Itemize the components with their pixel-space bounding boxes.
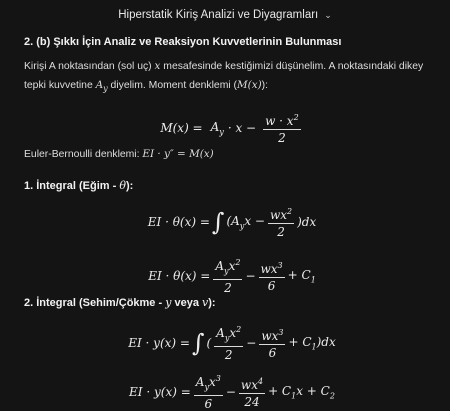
conversation-title: Hiperstatik Kiriş Analizi ve Diyagramları [118, 9, 319, 21]
conversation-title-dropdown[interactable] [0, 0, 450, 30]
euler-line: Euler-Bernoulli denklemi: EI · y″ = M(x) [24, 148, 214, 160]
intro-text-3: diyelim. Moment denklemi ( [107, 80, 238, 91]
intro-paragraph [24, 57, 440, 98]
deflection-result-equation: EI · y(x) = $\frac{A_yx^3}{6}$ − $\frac{wx^4}{24}$ + $C_1x + C_2$ [129, 374, 335, 411]
intro-text-2: mesafesinde kestiğimizi düşünelim. A noktasındaki dikey tepki kuvvetine [24, 61, 424, 91]
section-heading: 2. (b) Şıkkı İçin Analiz ve Reaksiyon Kuvvetlerinin Bulunması [24, 36, 342, 48]
slope-integral-equation: EI · θ(x) = ∫ ($A_yx$ − $\frac{wx^2}{2}$ )dx [147, 207, 317, 239]
var-ay: $A_y$ [95, 79, 108, 94]
integral1-heading: 1. İntegral (Eğim - θ): [24, 179, 134, 192]
intro-text-1: Kirişi A noktasından (sol uç) [24, 61, 155, 72]
message-content [24, 34, 440, 411]
slope-result-equation: EI · θ(x) = $\frac{A_yx^2}{2}$ − $\frac{wx^3}{6}$ + $C_1$ [148, 258, 316, 296]
integral2-heading: 2. İntegral (Sehim/Çökme - y veya v): [24, 296, 216, 309]
intro-text-4: ): [261, 80, 268, 91]
deflection-integral-equation: EI · y(x) = ∫ ( $\frac{A_yx^2}{2}$ − $\frac{wx^3}{6}$ + $C_1)dx$ [128, 325, 336, 363]
var-x: x [154, 60, 161, 72]
chevron-down-icon: ⌄ [324, 9, 332, 20]
moment-equation: M(x) = $A_y$ · x − $\frac{w \cdot x^2}{2}$ [160, 113, 299, 145]
var-mx: M(x) [237, 79, 262, 91]
